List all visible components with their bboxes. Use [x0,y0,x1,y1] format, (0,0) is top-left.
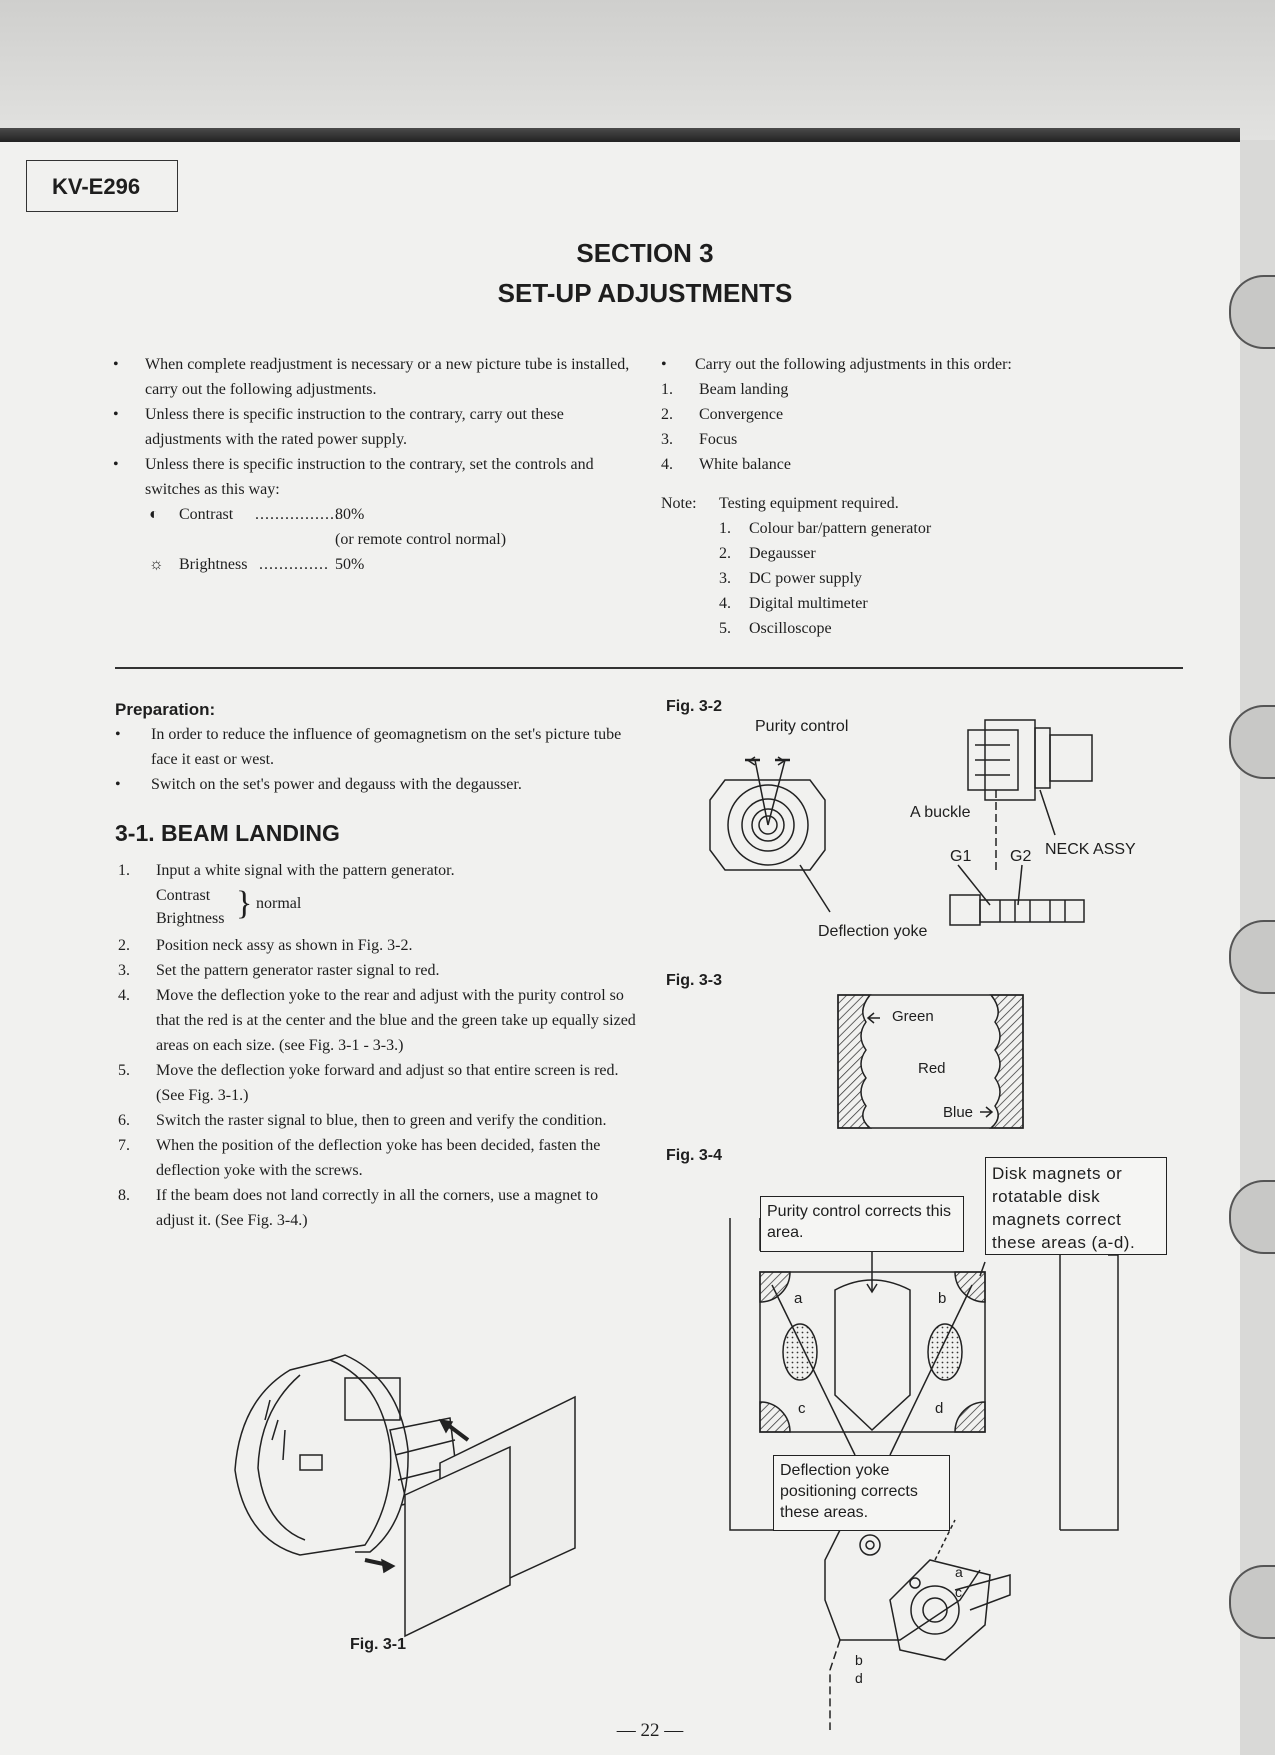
g2-label: G2 [1010,848,1032,865]
fig32-drawing [710,720,1092,925]
fig34-label: Fig. 3-4 [666,1147,723,1164]
leader-dots: ................. [255,506,340,523]
magnet-c-label: c [955,1584,962,1600]
list-item: 3. Focus [661,431,738,448]
fig31-drawing [235,1355,575,1636]
corner-b-label: b [938,1290,947,1307]
model-number-box: KV-E296 [26,160,178,212]
note-text: Testing equipment required. [719,495,899,512]
blue-label: Blue [943,1104,974,1121]
brightness-label: Brightness [179,556,248,573]
yoke-corrects-box: Deflection yoke positioning corrects these areas. [773,1455,950,1531]
order-bullet: • Carry out the following adjustments in this order: [661,352,1081,377]
brace: } [236,885,253,922]
list-item: 3. DC power supply [719,570,862,587]
beam-landing-heading: 3-1. BEAM LANDING [115,820,340,846]
corner-c-label: c [798,1400,806,1417]
contrast-icon: ◐ [149,506,159,523]
intro-bullet: • When complete readjustment is necessary or a new picture tube is installed, carry out the following adjustments. [113,352,633,402]
fig32-label: Fig. 3-2 [666,698,723,715]
list-item: 5. Oscilloscope [719,620,832,637]
contrast-note: (or remote control normal) [335,531,507,548]
list-item: 1. Colour bar/pattern generator [719,520,932,537]
list-item: 4. Move the deflection yoke to the rear and adjust with the purity control so that the red is at the center and the blue and the green take up equally sized areas on each size. (see Fig. 3-1 - 3-3.) [118,987,636,1054]
brightness-icon: ☼ [149,556,164,573]
list-item: 2. Convergence [661,406,784,423]
fig33-label: Fig. 3-3 [666,972,723,989]
list-item: 3. Set the pattern generator raster signal to red. [118,962,440,979]
purity-corrects-box: Purity control corrects this area. [760,1196,964,1252]
preparation-heading: Preparation: [115,700,216,719]
purity-control-label: Purity control [755,718,849,735]
list-item: 2. Degausser [719,545,816,562]
leader-dots: .............. [259,556,329,573]
normal-text: normal [256,895,302,912]
magnet-d-label: d [855,1670,863,1686]
list-item: 8. If the beam does not land correctly in all the corners, use a magnet to adjust it. (See Fig. 3-4.) [118,1187,599,1229]
list-item: 4. Digital multimeter [719,595,868,612]
contrast-value: 80% [335,506,365,523]
neck-assy-label: NECK ASSY [1045,841,1136,858]
list-item: • Switch on the set's power and degauss with the degausser. [115,772,635,797]
fig31-label: Fig. 3-1 [350,1636,407,1653]
section-title: SET-UP ADJUSTMENTS [497,278,793,308]
section-number: SECTION 3 [576,238,714,268]
corner-d-label: d [935,1400,944,1417]
green-label: Green [892,1008,934,1025]
list-item: 7. When the position of the deflection yoke has been decided, fasten the deflection yoke with the screws. [118,1137,601,1179]
brightness-value: 50% [335,556,365,573]
note-label: Note: [661,495,697,512]
list-item: 5. Move the deflection yoke forward and adjust so that entire screen is red. (See Fig. 3-1.) [118,1062,619,1104]
list-item: 1. Input a white signal with the pattern generator. Contrast Brightness } normal [118,858,638,933]
g1-label: G1 [950,848,972,865]
corner-a-label: a [794,1290,803,1307]
intro-bullet: • Unless there is specific instruction to the contrary, carry out these adjustments with the rated power supply. [113,402,633,452]
disk-magnets-box: Disk magnets or rotatable disk magnets correct these areas (a-d). [985,1157,1167,1255]
red-label: Red [918,1060,946,1077]
intro-bullet: • Unless there is specific instruction to the contrary, set the controls and switches as this way: [113,452,633,502]
magnet-b-label: b [855,1652,863,1668]
list-item: • In order to reduce the influence of geomagnetism on the set's picture tube face it east or west. [115,722,635,772]
list-item: 4. White balance [661,456,791,473]
brightness-text: Brightness [156,910,225,927]
contrast-text: Contrast [156,887,211,904]
deflection-yoke-label: Deflection yoke [818,923,928,940]
list-item: 2. Position neck assy as shown in Fig. 3-2. [118,937,413,954]
list-item: 6. Switch the raster signal to blue, then to green and verify the condition. [118,1112,607,1129]
page-number: — 22 — [616,1720,684,1741]
magnet-a-label: a [955,1564,963,1580]
list-item: 1. Beam landing [661,381,789,398]
a-buckle-label: A buckle [910,804,971,821]
contrast-label: Contrast [179,506,234,523]
